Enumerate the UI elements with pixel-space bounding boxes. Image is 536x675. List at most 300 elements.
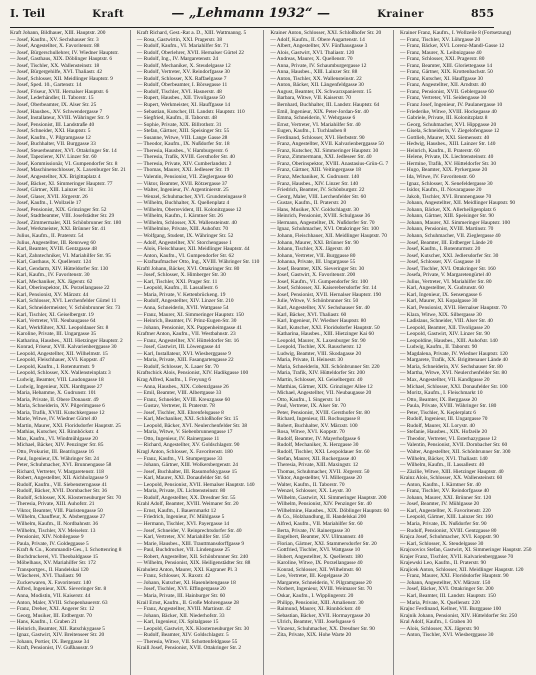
directory-entry: — Franz, Bäcker, XVI. Lorenz-Mandl-Gasse 12 [400, 43, 505, 50]
directory-entry: — Mathias, Kutscher, XI. Rinnböckstr. 4 [10, 429, 99, 436]
directory-entry: — Helene, Private, IX. Liechtensteinstr. 40 [400, 154, 494, 161]
part-label: I. Teil [10, 7, 46, 20]
directory-entry: — Karl, Angestellter, X. Gudrunstr. 60 [400, 285, 484, 292]
directory-entry: — Georg, Maler, VIII. Lerchenfelder Str. 60 [270, 193, 367, 200]
directory-entry: — Anton, Bäcker, XII. Längenfeldgasse 30 [270, 82, 364, 89]
directory-entry: — Ladislaus, Schneider, VIII. Alser Str. 40 [400, 318, 493, 325]
directory-entry: — Franz, Angestellter, XVII. Kalvarienberggasse 50 [270, 141, 384, 148]
directory-entry: — Transportges., II. Handelskai 120 [10, 566, 89, 573]
directory-entry: — Leopold, Kaufm., I. Rotenturmstr. 9 [10, 363, 95, 370]
directory-entry: — Julius, Angestellter, III. Rennweg 60 [10, 239, 96, 246]
directory-entry: — Franz, Tischler, XV. Reindorfgasse 40 [400, 488, 489, 495]
directory-entry: — Rupert, Werkmeister, XI. Hauffgasse 14 [136, 102, 231, 109]
directory-entry: — Leo, Vertreter, III. Kegelgasse 20 [270, 573, 349, 580]
directory-entry: — Zita, Private, XIX. Hohe Warte 20 [270, 632, 352, 639]
guide-word-left: Kraft [92, 9, 125, 20]
directory-entry: — Franz, Schlosser, XXI. Pragerstr. 80 [400, 56, 485, 63]
directory-entry: — Ludwig, Beamter, VIII. Laudongasse 18 [10, 376, 104, 383]
directory-entry: — Viktor, Beamter, XVII. Rötzergasse 37 [136, 180, 228, 187]
directory-entry: — Franz, Zimmermann, XXI. Jedleseer Str. 40 [270, 154, 372, 161]
directory-entry: — Franz, Beamter, XIII. Gloriettegasse 14 [400, 62, 493, 69]
directory-entry: — Leopold, Gastwirt, XX. Klosterneuburger Str. 30 [136, 625, 250, 632]
directory-entry: — Franz, Hausbes., XIV. Linzer Str. 140 [270, 180, 359, 187]
directory-entry: — Karl, Ingenieur, IX. Spitalgasse 15 [136, 619, 219, 626]
directory-entry: Krainer Anton, Schlosser, XXI. Schloßhofer Str. 20 [270, 30, 382, 36]
directory-entry: — Anton, Maler, XVIII. Schopenhauerstr. 63 [10, 599, 108, 606]
directory-entry: — Stefan, Maurer, XII. Ruckergasse 40 [270, 455, 356, 462]
directory-entry: — Valentin, Pensionist, VII. Zieglergasse 60 [136, 174, 233, 181]
directory-entry: Kraftner Anton, Kaufm., VII. Westbahnstr. 23 [136, 331, 236, 338]
directory-entry: — Franz, Dreher, XXI. Angerer Str. 12 [10, 606, 95, 613]
directory-entry: — Zäzilie, Witwe, XIII. Hietzinger Hauptstr. 40 [400, 468, 504, 475]
directory-entry: — Gustav, Vertreter, II. Praterstr. 78 [136, 403, 215, 410]
directory-entry: — Maria, Private, V. Kettenbrückeng. 19 [136, 291, 226, 298]
directory-entry: Kraftschick Alois, Pensionist, XIV. Hadikgasse 100 [136, 370, 249, 377]
directory-entry: Krajcsovics Stefan, Gastwirt, XI. Simmeringer Hauptstr. 250 [400, 547, 532, 554]
directory-entry: — Paul, Vertreter, IX. Alser Str. 70 [270, 403, 346, 410]
directory-entry: — Rudolf, Oberlehrer, XVII. Hernalser Gürtel 22 [136, 49, 244, 56]
directory-entry: — Stefanie, Hausbes., XIX. Hofzeile 20 [400, 429, 488, 436]
directory-entry: — Maria, Witwe, V. Siebenbrunnengasse 17 [136, 429, 233, 436]
directory-entry: — Karoline, Witwe, IX. Porzellangasse 40 [270, 560, 363, 567]
directory-entry: — Otto, Beamter, IX. Berggasse 20 [400, 396, 477, 403]
directory-entry: — Karl, Ingenieur, IX. Sensengasse 6 [400, 291, 482, 298]
directory-entry: — Leopold, Gärtner, XIII. Lainzer Str. 160 [400, 514, 493, 521]
directory-entry: — Johanna, Private, III. Ungargasse 55 [270, 259, 356, 266]
directory-entry: — Karl, Mechaniker, XX. Jägerstr. 62 [10, 278, 93, 285]
directory-entry: — Karl, Maurer, XXI. Donaufelder Str. 64 [136, 475, 229, 482]
directory-entry: — Ignaz, Gastwirt, XIV. Breitenseer Str. 20 [10, 632, 105, 639]
directory-entry: — Maria, Schneiderin, XV. Pilgerimgasse 6 [10, 403, 105, 410]
directory-entry: — Wilhelm, Chauffeur, X. Absberggasse 27 [10, 514, 106, 521]
directory-entry: — Max, Angestellter, VII. Kandlgasse 20 [400, 376, 490, 383]
directory-entry: — Josef, Glaser, XVII. Jörgerstr. 26 [10, 193, 88, 200]
directory-entry: — Franz, Schlosser, X. Raxstr. 42 [136, 573, 211, 580]
directory-entry: — Moritz, Kaufm., I. Fleischmarkt 10 [400, 390, 483, 397]
directory-column [270, 30, 394, 675]
directory-entry: — Theresia, Private, XIII. Auhofstr. 21 [10, 501, 95, 508]
directory-entry: — Franz Josef, Ingenieur, IV. Paulanergasse 10 [400, 102, 503, 109]
directory-entry: — Bernhard, Buchhalter, III. Landstr. Hauptstr. 64 [270, 102, 380, 109]
directory-entry: — Karl, Gasthaus, X. Quellenstr. 124 [10, 259, 91, 266]
directory-entry: — Leopold, Schlosser, XX. Wallensteinplatz 3 [10, 370, 111, 377]
directory-entry: — Karl, Vertreter, VII. Neubaugasse 64 [10, 318, 96, 325]
directory-entry: — Hermann, Angestellter, IX. Nußdorfer Str. 70 [270, 219, 375, 226]
directory-entry: — Josef, Schneider, V. Reinprechtsdorfer Str. 40 [136, 527, 242, 534]
directory-entry: — Heinrich, Beamter, XII. Ratschkygasse 5 [10, 625, 105, 632]
directory-entry: — Josef, Tischler, XVI. Ottakringer Str. 160 [400, 265, 496, 272]
directory-entry: — Stefan, Gärtner, XIII. Speisinger Str. 55 [136, 128, 230, 135]
page-header [10, 6, 494, 28]
directory-entry: — Johann, Kutscher, XI. Hasenleitengasse 18 [136, 579, 236, 586]
directory-entry: — Johann, Maurer, XXI. Brünner Str. 90 [270, 239, 359, 246]
directory-entry: — Leopold, Maurer, X. Laxenburger Str. 90 [270, 337, 366, 344]
directory-entry: — Franz, Kutscher, XI. Simmeringer Hauptstr. 30 [270, 147, 379, 154]
directory-entry: — Emil, Ingenieur, XIX. Peter-Jordan-Str. 40 [270, 108, 369, 115]
directory-entry: — Karl, Vertreter, XV. Mariahilfer Str. 150 [136, 534, 230, 541]
directory-entry: — Karl, Gendarm, XIV. Hütteldorfer Str. 130 [10, 265, 109, 272]
directory-entry: — Josef, Pensionist, III. Landstraße 40 [10, 121, 95, 128]
directory-entry: — Maria, Private, IX. Lichtensteinstr. 80 [136, 488, 226, 495]
directory-entry: — Hermine, Trafik, XV. Hütteldorfer Str. 30 [400, 160, 497, 167]
directory-entry: — Josef, Pensionist, XIX. Grinzinger Str. 52 [10, 206, 107, 213]
directory-entry: — Karl, Ingenieur, IV. Wiedner Hauptstr. 80 [270, 318, 367, 325]
directory-entry: — Josef, Bürgergehilfe, XVI. Thaliastr. 42 [10, 69, 103, 76]
directory-entry: — Karl, Bäcker, XVI. Thaliastr. 60 [270, 311, 347, 318]
directory-entry: — Otto, Ingenieur, IV. Rainergasse 11 [136, 435, 220, 442]
directory-entry: — Johann, Angestellter, XV. Märzstr. 150 [400, 579, 491, 586]
directory-entry: — Wenzel, Schuhmacher, XVI. Grundsteingasse 8 [136, 193, 247, 200]
directory-entry: — Wilhelmine, Private, XIII. Auhofstr. 70 [136, 226, 229, 233]
directory-entry: — Thomas, Maurer, XXI. Jedleseer Str. 19 [136, 167, 230, 174]
directory-entry: — Albert, Angestellter, XV. Fünfhausgasse 3 [270, 43, 368, 50]
directory-entry: — Josef, Tischler, XX. Wallensteinstr. 18 [10, 62, 100, 69]
directory-entry: — Ernst, Vertreter, VI. Mariahilfer Str. 40 [270, 121, 361, 128]
directory-entry: — Rudolf, Mechaniker, X. Steudelgasse 12 [136, 62, 231, 69]
directory-entry: — Walter, Angestellter, XII. Schönbrunner Str. 300 [400, 449, 511, 455]
directory-entry: — Josef, Kaufm., VI. Gumpendorfer Str. 100 [270, 278, 368, 285]
directory-entry: — Kraftaufmacher Otto, Ing., XVIII. Währinger Str. 110 [136, 259, 260, 266]
directory-entry: — Rudolf, Oberbeamter, I. Börsegasse 11 [136, 82, 228, 89]
directory-entry: — Maria, Trafik, XVIII. Kutschkergasse 12 [10, 409, 105, 416]
directory-entry: — Wilhelm, Pensionist, XIV. Penzinger Str. 40 [270, 501, 372, 508]
directory-entry: — Paul, Ingenieur, IX. Währinger Str. 24 [10, 455, 99, 462]
directory-entry: — Zuckerwaren, X. Favoritenstr. 140 [10, 579, 91, 586]
directory-entry: — Gustav, Kaufm., II. Praterstr. 20 [270, 200, 347, 207]
directory-column [400, 30, 535, 675]
directory-entry: — Isidor, Kaufm., II. Novaragasse 20 [400, 187, 482, 194]
directory-entry: — Josef, Gastwirt, X. Favoritenstr. 200 [270, 272, 356, 279]
directory-entry: — Valentin, Pensionist, XVII. Dornbacher Str. 60 [400, 442, 508, 449]
directory-entry: — Josef, Tischler, XVI. Effingergasse 20 [136, 586, 226, 593]
directory-entry: — Anna, Hausbes., XIX. Cobenzlgasse 26 [136, 383, 229, 390]
directory-entry: Kragl Anton, Schlosser, X. Favoritenstr. 180 [136, 449, 233, 455]
directory-entry: — Josef, Tischler, XII. Ehrenfelsgasse 8 [136, 409, 224, 416]
directory-entry: — Karl, Pensionist, XVII. Hernalser Hauptstr. 70 [400, 304, 507, 311]
directory-entry: — Josefa, Private, V. Margaretengürtel 40 [400, 272, 491, 279]
directory-entry: — Josef, Beamter, III. Erdberger Lände 20 [400, 239, 493, 246]
directory-entry: — Emma, Schneiderin, V. Wehrgasse 6 [270, 115, 356, 122]
directory-entry: — Johann, Maurer, XI. Simmeringer Hauptstr. 100 [400, 219, 511, 226]
directory-entry: — Theresia, Hausbes., V. Hamburgerstr. 6 [136, 147, 228, 154]
directory-entry: — Peter, Schuhmacher, XVI. Brunnengasse 58 [10, 462, 112, 469]
directory-entry: — Kraft, Pensionist, IV. Gußhausstr. 9 [10, 645, 94, 652]
directory-entry: — Robert, Angestellter, XII. Aichholzgasse 9 [10, 475, 108, 482]
directory-entry: — Adolf, Kaufm., II. Obere Augartenstr. 14 [270, 36, 365, 43]
directory-entry: — Josef, Angestellter, X. Favoritenstr. 88 [10, 43, 100, 50]
directory-entry: — Josef, Gastwirt, III. Löwengasse 44 [136, 344, 221, 351]
directory-entry: Krajca Josef, Schuhmacher, XVI. Koppstr. 90 [400, 534, 499, 541]
directory-entry: — Martin, Maurer, XXI. Floridsdorfer Hauptstr. 25 [10, 422, 121, 429]
directory-entry: — Siegfried, Kaufm., II. Taborstr. 48 [136, 115, 217, 122]
directory-entry: — Anton, Kaufm., VI. Gumpendorfer Str. 62 [136, 252, 234, 259]
directory-entry: — Rudolf, Schlosser, XX. Raffaelgasse 7 [136, 75, 227, 82]
directory-entry: — Paula, Private, IV. Goldeggasse 5 [10, 540, 89, 547]
directory-entry: — Josef, Friseur, XVII. Hernalser Hauptstr. 6 [10, 88, 109, 95]
directory-entry: — Franz, Mechaniker, X. Gudrunstr. 140 [270, 174, 360, 181]
directory-entry: — Josef, Kaufm., V. Pilgramgasse 12 [10, 134, 91, 141]
directory-entry: — Josef, Angestellter, XX. Brigittaplatz 4 [10, 174, 101, 181]
directory-entry: — Maria, Private, X. Quellenstr. 220 [400, 599, 480, 606]
directory-entry: — Gisela, Schneiderin, V. Ziegelofengasse 12 [400, 128, 500, 135]
directory-entry: — Franz, Maurer, XXI. Floridsdorfer Hauptstr. 90 [400, 573, 509, 580]
directory-entry: — Johann, Pensionist, XVIII. Martinstr. 70 [400, 226, 494, 233]
directory-entry: — Andreas, Maurer, X. Quellenstr. 70 [270, 56, 353, 63]
directory-entry: — Philipp, Pensionist, XIII. Amalienstr. 30 [270, 599, 364, 606]
directory-entry: — Karl, Oberinspektor, IX. Porzellangasse 22 [10, 285, 110, 292]
directory-entry: Kral Adolf, Kaufm., I. Graben 30 [400, 619, 473, 626]
directory-entry: — Friederike, Witwe, XVIII. Hockegasse 40 [400, 108, 497, 115]
directory-entry: — Michael, Schlosser, XXI. Donaufelder Str. 100 [400, 383, 508, 390]
directory-entry: — Vinzenz, Schuhmacher, XX. Dresdner Str. 90 [270, 625, 375, 632]
directory-entry: — Franz, Tischler, XV. Löhrgasse 20 [400, 36, 481, 43]
directory-entry: — Leopold, Fleischhauer, XVI. Koppstr. 47 [10, 357, 105, 364]
directory-entry: — Karl, Angestellter, XV. Sechshauser Str. 40 [270, 304, 370, 311]
directory-entry: — Ignaz, Schlosser, X. Senefeldergasse 30 [400, 180, 493, 187]
directory-entry: — Franz, Pensionist, XVII. Geblergasse 60 [400, 88, 494, 95]
directory-entry: — Otto, Prokurist, III. Beatrixgasse 16 [10, 449, 94, 455]
directory-entry: — Josef, Oberbeamter, IX. Alser Str. 25 [10, 102, 97, 109]
directory-entry: — Norbert, Ingenieur, XVIII. Weimarer Str. 70 [270, 586, 372, 593]
directory-entry: — Karl, Pensionist, XV. Märzstr. 44 [10, 291, 89, 298]
directory-entry: — Barbara, Witwe, VII. Kaiserstr. 70 [270, 95, 351, 102]
directory-entry: — Josef, Kaufm., I. Rotenturmstr. 20 [400, 246, 481, 253]
directory-entry: — Heinrich, Pensionist, XVIII. Schulgasse 36 [270, 213, 371, 220]
directory-entry: — Wilhelm, Bäcker, XVI. Thaliastr. 140 [400, 455, 488, 462]
directory-entry: — Karl, Schneidermeister, V. Schönbrunner Str. 73 [10, 304, 121, 311]
directory-entry: — Johann, Pensionist, XX. Pappenheimgasse 41 [136, 324, 242, 331]
directory-entry: — Wilhelm, Gastwirt, XI. Simmeringer Hauptstr. 200 [270, 494, 387, 501]
directory-entry: — Johann, Vertreter, VII. Burggasse 80 [270, 252, 356, 259]
directory-entry: — Rudolf, Beamter, XIV. Goldschlagstr. 5 [136, 632, 229, 639]
directory-entry: — Maria, Schneiderin, XV. Sechshauser Str. 80 [400, 363, 503, 370]
directory-entry: — Ernst, Kaufm., I. Bauernmarkt 12 [136, 507, 217, 514]
directory-entry: — Katharina, Hausbes., XIII. Hietzinger Kai 60 [270, 331, 374, 338]
directory-entry: — Maria, Private, IX. Nußdorfer Str. 90 [400, 521, 487, 528]
directory-entry: — Julius, Vertreter, VI. Mariahilfer Str. 80 [400, 278, 492, 285]
directory-entry: — Friedrich, Beamter, IV. Schönburgstr. 22 [270, 187, 365, 194]
directory-entry: — Franz, Gärtner, XIII. Veitingergasse 18 [270, 167, 361, 174]
directory-entry: — Anna, Modistin, VII. Kaiserstr. 44 [10, 593, 91, 600]
directory-entry: — Karl, Schlosser, XVI. Lerchenfelder Gürtel 11 [10, 298, 117, 305]
directory-entry: — Raimund, Maurer, XI. Rinnböckstr. 40 [270, 606, 361, 613]
directory-entry: — Wilhelm, Buchhalter, X. Quellenplatz 4 [136, 200, 230, 207]
guide-word-right: Krainer [377, 9, 424, 20]
directory-entry: Krajnik Johann, Pensionist, XIV. Hütteldorfer Str. 250 [400, 612, 518, 619]
directory-entry: — Wolfgang, Student, IX. Währinger Str. 52 [136, 232, 234, 239]
directory-entry: — Franz, Angestellter, XII. Arndtstr. 40 [400, 82, 486, 89]
directory-entry: — Gottfried, Tischler, XVI. Wattgasse 10 [270, 547, 361, 554]
directory-entry: — Wilhelm, Kaufm., II. Nordbahnstr. 36 [10, 521, 99, 528]
directory-entry: — Ludwig, Kaufm., II. Taborstr. 90 [400, 344, 478, 351]
directory-entry: — Klara, Witwe, XIX. Silbergasse 30 [400, 311, 482, 318]
directory-entry: — Konrad, Schlosser, XII. Wilhelmstr. 60 [270, 566, 361, 573]
directory-entry: — Leopold, Pensionist, XVII. Hernalser Hauptstr. 140 [136, 481, 255, 488]
directory-entry: — Wilhelmine, Hausbes., XIX. Döblinger Hauptstr. 60 [270, 507, 390, 514]
directory-entry: — Julius, Kaufm., II. Praterstr. 54 [10, 232, 84, 239]
directory-entry: — Leopoldine, Hausbes., XIII. Auhofstr. 140 [400, 337, 498, 344]
directory-entry: — Eugen, Kaufm., I. Tuchlauben 8 [270, 128, 347, 135]
directory-entry: — Richard, Vertreter, V. Margaretenstr. 118 [10, 468, 104, 475]
directory-entry: — Gabriele, Private, III. Kolonitzplatz 8 [400, 115, 488, 122]
directory-entry: — Maria, Trafik, XIV. Hütteldorfer Str. 200 [270, 370, 365, 377]
directory-entry: — Karl, Angestellter, X. Favoritenstr. 220 [400, 507, 491, 514]
directory-entry: — Wilhelm, Schlosser, XX. Wallensteinstr. 40 [136, 219, 237, 226]
directory-entry: — Rudolf, Tischler, XXI. Leopoldauer Str. 60 [270, 449, 370, 455]
directory-entry: — Josef, Maschinenschlosser, X. Laxenburger Str. 21 [10, 167, 126, 174]
directory-entry: — Josef, Lederhändler, II. Taborstr. 15 [10, 95, 94, 102]
directory-entry: — Marie, Hausbes., XIII. Trauttmansdorffgasse 9 [136, 540, 245, 547]
directory-entry: — Viktor, Beamter, VIII. Piaristengasse 50 [10, 507, 103, 514]
directory-entry: — Oskar, Kaufm., I. Wipplingerstr. 20 [270, 593, 354, 600]
directory-entry: — Karl, Beamter, III. Landstr. Hauptstr. 150 [400, 593, 496, 600]
directory-entry: — Josef, Schlosser, XI. Kaiserebersdorfer Str. 14 [270, 285, 377, 292]
directory-entry: — Martha, Witwe, XVI. Neulerchenfelder Str. 80 [400, 370, 507, 377]
running-title: — „Lehmann 1932“ — [171, 6, 331, 21]
directory-entry: — Katharina, Hausbes., XIII. Hietzinger Hauptstr. 2 [10, 337, 123, 344]
directory-entry: — Hermann, Tischler, XVI. Payergasse 14 [136, 521, 230, 528]
directory-entry: — Ludwig, Ingenieur, XIX. Hardtgasse 27 [10, 383, 103, 390]
directory-entry: — Josef, Schlosser, X. Himberger Str. 30 [136, 272, 226, 279]
directory-entry: — Rosa, Witwe, XVI. Koppstr. 70 [270, 429, 345, 436]
directory-entry: — Josef, Schneider, XXI. Hauptstr. 5 [10, 128, 91, 135]
directory-entry: — Rudolf, Pensionist, XVIII. Gentzgasse 80 [400, 527, 497, 534]
directory-entry: — Josef, Kaufm., I. Wollzeile 17 [10, 200, 82, 207]
directory-entry: — Josef, Gasthaus, XIX. Döblinger Hauptstr. 6 [10, 56, 113, 63]
directory-entry: — Rudolf, Tischler, XVI. Hasnerstr. 48 [136, 88, 222, 95]
directory-entry: — Rudolf, Ing., IV. Margaretenstr. 24 [136, 56, 219, 63]
directory-entry: Krahl Adolf, Beamter, XVIII. Weimarer Str. 20 [136, 501, 239, 508]
directory-entry: — Wäscherei, XVI. Thaliastr. 90 [10, 573, 82, 580]
directory-entry: — Hubert, Angestellter, X. Quellenstr. 180 [270, 553, 363, 560]
directory-entry: — Wilhelm, Oberrevident, III. Kolonitzgasse 12 [136, 206, 242, 213]
directory-entry: — Franz, Maurer, XI. Simmeringer Hauptstr. 150 [136, 311, 244, 318]
directory-entry: — Georg, Schuhmacher, XVI. Hippgasse 20 [400, 121, 497, 128]
directory-entry: — Theodor, Vertreter, VI. Esterhazygasse 12 [400, 435, 497, 442]
directory-entry: — Florian, Gärtner, XXI. Stammersdorfer Str. 20 [270, 540, 377, 547]
directory-entry: Kraill Josef, Pensionist, XVII. Ottakringer Str. 2 [136, 645, 242, 652]
directory-entry: — Josef, Steuerbeamter, XVI. Ottakringer Str. 14 [10, 147, 117, 154]
directory-entry: — Johann, Portier, IX. Berggasse 34 [10, 638, 90, 645]
directory-entry: — Josef, Beamter, IV. Mühlgasse 20 [400, 501, 480, 508]
directory-entry: — Ignaz, Schuhmacher, XVI. Ottakringer Str. 100 [270, 226, 379, 233]
directory-entry: — Berta, Private, IV. Rainergasse 30 [270, 527, 350, 534]
directory-entry: — Josef, Kaufm., XV. Sechshauser Str. 3 [10, 36, 99, 43]
directory-entry: — Viktor, Angestellter, VI. Millergasse 20 [270, 475, 362, 482]
directory-entry: — Matthias, Gärtner, XIX. Grinzinger Allee 12 [270, 383, 373, 390]
directory-entry: — Josef, Bäcker, XI. Simmeringer Hauptstr. 77 [10, 180, 113, 187]
directory-entry: — Leopold, Bäcker, XVI. Neulerchenfelder Str. 38 [136, 422, 248, 429]
directory-entry: — Alfred, Ingenieur, XIX. Sieveringer Str. 8 [10, 586, 107, 593]
directory-entry: — Michael, Angestellter, VII. Neubaugasse 20 [270, 390, 372, 397]
directory-entry: — Franz, Gärtner, XIX. Krottenbachstr. 50 [400, 69, 493, 76]
directory-entry: — Friedrich, Ingenieur, IV. Mühlgasse 5 [136, 514, 225, 521]
directory-entry: — Margarete, Schneiderin, V. Pilgramgasse 20 [270, 579, 372, 586]
directory-entry: — Rudolf, Mechaniker, X. Herzgasse 30 [270, 442, 359, 449]
directory-entry: — Franz, Vertreter, VII. Seidengasse 30 [400, 95, 487, 102]
directory-entry: — Pensionist, XIV. Nobilegasse 9 [10, 534, 84, 541]
directory-entry: — Sebastian, Kutscher, III. Landstr. Hauptstr. 110 [136, 108, 245, 115]
directory-entry: — Rudolf, Vertreter, XV. Reindorfgasse 30 [136, 69, 230, 76]
directory-entry: — Hedwig, Hausbes., XIII. Lainzer Str. 140 [400, 141, 496, 148]
directory-entry: — Johann, Angestellter, XII. Meidlinger Hauptstr. 90 [400, 200, 516, 207]
directory-entry: — Josef, Schlosser, XV. Gasgasse 10 [400, 259, 481, 266]
directory-entry: — Johann, Bäcker, XX. Allerheiligenplatz 6 [400, 206, 496, 213]
directory-entry: — Buchdruckerei, VI. Theobaldgasse 15 [10, 553, 99, 560]
directory-entry: — Theodor, Kaufm., IX. Nußdorfer Str. 18 [136, 141, 230, 148]
directory-entry: — Magdalena, Private, IV. Wiedner Hauptstr. 120 [400, 350, 508, 357]
directory-column [137, 30, 264, 675]
directory-entry: — Johann, Maurer, XXI. Brünner Str. 120 [400, 494, 492, 501]
directory-entry: — Rudolf, Ingenieur, III. Ungargasse 70 [400, 416, 488, 423]
directory-entry: — Margarete, Trafik, XX. Brigittenauer Lände 40 [400, 357, 508, 364]
directory-entry: Kraft Richard, Gest.-Rat a. D., XIII. Wattmanng. 5 [136, 30, 247, 36]
directory-entry: — Wilhelm, Kaufm., I. Kärntner Str. 26 [136, 213, 223, 220]
directory-entry: — Anna, Private, IV. Schaumburgergasse 12 [270, 62, 367, 69]
directory-entry: — Hans, Kaufm., I. Graben 21 [10, 619, 77, 626]
directory-entry: — Johann, Gärtner, XIII. Wolkersbergenstr. 24 [136, 462, 238, 469]
directory-entry: — Max, Kaufm., VI. Windmühlgasse 20 [10, 435, 98, 442]
directory-entry: — Theresia, Witwe, VII. Schottenfeldgasse 55 [136, 638, 238, 645]
directory-entry: — Johann, Fleischhauer, XII. Meidlinger Hauptstr. 70 [270, 232, 387, 239]
directory-entry: — Anna, Hausbes., XIII. Lainzer Str. 88 [270, 69, 358, 76]
directory-entry: — Rudolf, Bäcker, XVII. Dornbacher Str. 36 [10, 488, 108, 495]
directory-entry: — Robert, Angestellter, XII. Schönbrunner Str. 240 [136, 553, 249, 560]
directory-entry: — Josef, Werkmeister, XXI. Brünner Str. 41 [10, 226, 106, 233]
directory-entry: — Karl, Mechaniker, XXI. Schloßhofer Str. 15 [136, 416, 239, 423]
directory-entry: Krajer Franz, Tischler, XVII. Kalvarienberggasse 70 [400, 553, 514, 560]
directory-entry: — Josef, Bürgerschullehrer, IV. Wiedner Hauptstr. [10, 49, 119, 56]
directory-entry: — Marie, Witwe, IV. Wiedner Gürtel 40 [10, 416, 97, 423]
directory-entry: — Sophie, Private, XIX. Billrothstr. 31 [136, 121, 222, 128]
directory-entry: — Ida, Witwe, IV. Favoritenstr. 60 [400, 174, 475, 181]
directory-entry: — Josef, Installateur, XVIII. Währinger Str. 9 [10, 115, 109, 122]
directory-entry: — Franz, Angestellter, XV. Hütteldorfer Str. 16 [136, 337, 239, 344]
directory-entry: — Karl, Tischler, XXI. Prager Str. 11 [136, 278, 218, 285]
directory-entry: Krainz Alois, Schlosser, XX. Wallensteinstr. 60 [400, 475, 503, 482]
directory-entry: — Adolf, Angestellter, XV. Storchengasse 1 [136, 239, 232, 246]
directory-entry: — Maria, Private, II. Obere Donaustr. 49 [10, 396, 99, 403]
page-number: 855 [471, 7, 494, 20]
directory-entry: — Franz, Kutscher, XI. Hauffgasse 30 [400, 75, 483, 82]
directory-entry: — Konrad, Friseur, XVII. Kalvarienberggasse 30 [10, 344, 117, 351]
directory-entry: — Rudolf, Angestellter, XX. Dresdner Str. 55 [136, 494, 236, 501]
directory-entry: — Ferdinand, Schlosser, XVI. Herbststr. 90 [270, 134, 365, 141]
directory-entry: — Josef, Bäcker, XVI. Ottakringer Str. 200 [400, 586, 494, 593]
directory-entry: — Anna, Schneiderin, XVII. Wattgasse 54 [136, 304, 229, 311]
directory-entry: — Rupert, Hausbes., XII. Tivoligasse 50 [136, 95, 225, 102]
directory-entry: — Hans, Musiker, XV. Goldschlagstr. 30 [270, 206, 359, 213]
directory-entry: — Johann, Tischler, XX. Jägerstr. 40 [270, 246, 350, 253]
directory-entry: — Heinrich, Kaufm., II. Praterstr. 60 [400, 147, 480, 154]
directory-entry: — Karl, Zahntechniker, VI. Mariahilfer Str. 95 [10, 252, 111, 259]
directory-entry: — Karl, Kutscher, XXI. Floridsdorfer Hauptstr. 50 [270, 324, 380, 331]
directory-entry: — Rudolf, Maurer, XI. Lorystr. 40 [400, 422, 475, 429]
directory-entry: — Anton, Kaufm., I. Kärntner Str. 40 [400, 481, 481, 488]
directory-entry: — Ludwig, Beamter, VIII. Skodagasse 20 [270, 350, 362, 357]
directory-entry: — Wilhelm, Pensionist, XIX. Heiligenstädter Str. 88 [136, 560, 251, 567]
directory-entry: — Peter, Tischler, X. Keplerplatz 6 [400, 409, 476, 416]
directory-entry: — Alois, Schlosser, XX. Jägerstr. 90 [400, 625, 480, 632]
directory-entry: — Josef, Kommissionär, VI. Gumpendorfer Str. 8 [10, 160, 118, 167]
directory-entry: — Gottlieb, Maurer, XXI. Siemensstr. 40 [400, 134, 490, 141]
directory-entry: — Theresia, Private, XIV. Cumberlandstr. 2 [136, 160, 232, 167]
directory-entry: — Josef, Sped. 10., Gartenstr. 14 [10, 82, 82, 89]
directory-entry: — Wilhelm, Tischler, XV. Meiselstr. 13 [10, 527, 96, 534]
directory-entry: Krahuletz Anton, Maurer, XXI. Kagraner Pl. 3 [136, 566, 238, 573]
directory-entry: Krainer Franz, Kaufm., I. Wollzeile 8 (Fortsetzung) [400, 30, 512, 36]
directory-entry: — Engelbert, Beamter, XV. Ullmannstr. 40 [270, 534, 364, 541]
